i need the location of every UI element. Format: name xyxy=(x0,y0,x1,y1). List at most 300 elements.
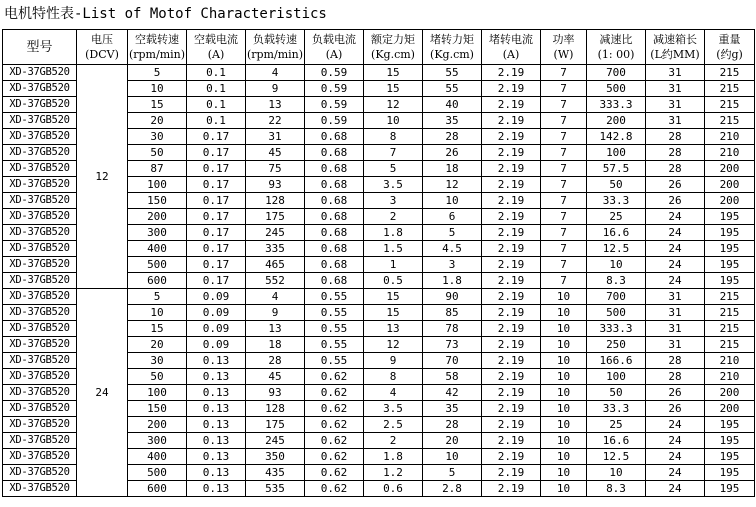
value-cell: 0.09 xyxy=(187,305,246,321)
value-cell: 7 xyxy=(541,225,587,241)
value-cell: 50 xyxy=(587,385,646,401)
value-cell: 0.1 xyxy=(187,81,246,97)
value-cell: 465 xyxy=(246,257,305,273)
value-cell: 210 xyxy=(705,145,755,161)
model-cell: XD-37GB520 xyxy=(3,193,77,209)
value-cell: 245 xyxy=(246,433,305,449)
value-cell: 0.62 xyxy=(305,401,364,417)
value-cell: 24 xyxy=(646,257,705,273)
value-cell: 24 xyxy=(646,481,705,497)
value-cell: 0.13 xyxy=(187,465,246,481)
value-cell: 58 xyxy=(423,369,482,385)
value-cell: 2.19 xyxy=(482,353,541,369)
value-cell: 93 xyxy=(246,385,305,401)
value-cell: 31 xyxy=(646,113,705,129)
value-cell: 500 xyxy=(587,81,646,97)
value-cell: 75 xyxy=(246,161,305,177)
value-cell: 200 xyxy=(705,193,755,209)
value-cell: 1.5 xyxy=(364,241,423,257)
value-cell: 215 xyxy=(705,337,755,353)
value-cell: 7 xyxy=(541,177,587,193)
model-cell: XD-37GB520 xyxy=(3,257,77,273)
value-cell: 0.09 xyxy=(187,289,246,305)
value-cell: 0.5 xyxy=(364,273,423,289)
model-cell: XD-37GB520 xyxy=(3,449,77,465)
value-cell: 30 xyxy=(128,353,187,369)
value-cell: 150 xyxy=(128,401,187,417)
value-cell: 0.62 xyxy=(305,465,364,481)
model-cell: XD-37GB520 xyxy=(3,337,77,353)
value-cell: 12.5 xyxy=(587,449,646,465)
value-cell: 28 xyxy=(646,353,705,369)
value-cell: 10 xyxy=(541,449,587,465)
value-cell: 10 xyxy=(541,337,587,353)
value-cell: 2.19 xyxy=(482,97,541,113)
value-cell: 10 xyxy=(364,113,423,129)
value-cell: 2.19 xyxy=(482,417,541,433)
column-header-unit: (rpm/min) xyxy=(246,48,304,61)
value-cell: 195 xyxy=(705,273,755,289)
value-cell: 2.19 xyxy=(482,465,541,481)
value-cell: 18 xyxy=(423,161,482,177)
value-cell: 20 xyxy=(128,337,187,353)
value-cell: 1.8 xyxy=(364,449,423,465)
value-cell: 100 xyxy=(587,369,646,385)
value-cell: 6 xyxy=(423,209,482,225)
value-cell: 0.17 xyxy=(187,145,246,161)
value-cell: 12 xyxy=(364,337,423,353)
value-cell: 0.13 xyxy=(187,385,246,401)
model-cell: XD-37GB520 xyxy=(3,113,77,129)
model-cell: XD-37GB520 xyxy=(3,305,77,321)
value-cell: 9 xyxy=(364,353,423,369)
value-cell: 0.13 xyxy=(187,433,246,449)
value-cell: 435 xyxy=(246,465,305,481)
table-row xyxy=(3,289,755,305)
column-header xyxy=(187,30,246,65)
value-cell: 215 xyxy=(705,289,755,305)
value-cell: 2.19 xyxy=(482,241,541,257)
value-cell: 15 xyxy=(364,65,423,81)
value-cell: 100 xyxy=(587,145,646,161)
value-cell: 24 xyxy=(646,273,705,289)
value-cell: 2.19 xyxy=(482,337,541,353)
column-header-title: 电压 xyxy=(91,33,113,46)
value-cell: 2.19 xyxy=(482,369,541,385)
value-cell: 2.19 xyxy=(482,177,541,193)
value-cell: 28 xyxy=(646,161,705,177)
model-cell: XD-37GB520 xyxy=(3,209,77,225)
model-cell: XD-37GB520 xyxy=(3,369,77,385)
value-cell: 7 xyxy=(541,273,587,289)
value-cell: 0.68 xyxy=(305,209,364,225)
value-cell: 18 xyxy=(246,337,305,353)
value-cell: 2.19 xyxy=(482,225,541,241)
column-header-title: 空载电流 xyxy=(194,33,238,46)
value-cell: 7 xyxy=(541,129,587,145)
value-cell: 25 xyxy=(587,209,646,225)
value-cell: 13 xyxy=(246,97,305,113)
header-row xyxy=(3,30,755,65)
value-cell: 0.13 xyxy=(187,481,246,497)
column-header xyxy=(541,30,587,65)
value-cell: 0.09 xyxy=(187,337,246,353)
value-cell: 2.19 xyxy=(482,481,541,497)
value-cell: 10 xyxy=(541,465,587,481)
value-cell: 15 xyxy=(364,81,423,97)
column-header-unit: (rpm/min) xyxy=(128,48,186,61)
value-cell: 0.13 xyxy=(187,449,246,465)
value-cell: 0.68 xyxy=(305,129,364,145)
model-cell: XD-37GB520 xyxy=(3,129,77,145)
value-cell: 215 xyxy=(705,305,755,321)
value-cell: 16.6 xyxy=(587,433,646,449)
value-cell: 10 xyxy=(541,305,587,321)
value-cell: 0.62 xyxy=(305,385,364,401)
value-cell: 8 xyxy=(364,369,423,385)
value-cell: 57.5 xyxy=(587,161,646,177)
value-cell: 7 xyxy=(541,161,587,177)
value-cell: 70 xyxy=(423,353,482,369)
value-cell: 5 xyxy=(364,161,423,177)
value-cell: 0.59 xyxy=(305,65,364,81)
value-cell: 13 xyxy=(246,321,305,337)
value-cell: 10 xyxy=(587,465,646,481)
model-cell: XD-37GB520 xyxy=(3,417,77,433)
value-cell: 28 xyxy=(246,353,305,369)
value-cell: 210 xyxy=(705,369,755,385)
value-cell: 700 xyxy=(587,289,646,305)
value-cell: 2.19 xyxy=(482,433,541,449)
value-cell: 2.19 xyxy=(482,321,541,337)
value-cell: 0.17 xyxy=(187,161,246,177)
value-cell: 55 xyxy=(423,65,482,81)
value-cell: 8 xyxy=(364,129,423,145)
value-cell: 4 xyxy=(246,289,305,305)
value-cell: 0.55 xyxy=(305,305,364,321)
value-cell: 215 xyxy=(705,321,755,337)
value-cell: 0.13 xyxy=(187,417,246,433)
value-cell: 0.55 xyxy=(305,337,364,353)
value-cell: 45 xyxy=(246,145,305,161)
value-cell: 0.62 xyxy=(305,433,364,449)
value-cell: 28 xyxy=(646,129,705,145)
column-header-title: 减速比 xyxy=(599,33,633,46)
value-cell: 200 xyxy=(587,113,646,129)
model-cell: XD-37GB520 xyxy=(3,273,77,289)
value-cell: 10 xyxy=(541,369,587,385)
value-cell: 0.68 xyxy=(305,273,364,289)
column-header-title: 型号 xyxy=(26,39,53,55)
value-cell: 0.68 xyxy=(305,241,364,257)
column-header xyxy=(128,30,187,65)
model-cell: XD-37GB520 xyxy=(3,385,77,401)
column-header-unit: (L约MM) xyxy=(650,48,700,61)
value-cell: 0.17 xyxy=(187,225,246,241)
value-cell: 4 xyxy=(364,385,423,401)
value-cell: 195 xyxy=(705,225,755,241)
value-cell: 2.19 xyxy=(482,65,541,81)
value-cell: 2.19 xyxy=(482,193,541,209)
value-cell: 2.19 xyxy=(482,257,541,273)
model-cell: XD-37GB520 xyxy=(3,321,77,337)
value-cell: 1.8 xyxy=(364,225,423,241)
value-cell: 26 xyxy=(646,177,705,193)
value-cell: 26 xyxy=(423,145,482,161)
value-cell: 0.6 xyxy=(364,481,423,497)
value-cell: 31 xyxy=(646,97,705,113)
value-cell: 5 xyxy=(423,225,482,241)
value-cell: 175 xyxy=(246,417,305,433)
column-header xyxy=(305,30,364,65)
value-cell: 335 xyxy=(246,241,305,257)
value-cell: 333.3 xyxy=(587,97,646,113)
value-cell: 200 xyxy=(705,385,755,401)
value-cell: 15 xyxy=(364,305,423,321)
value-cell: 90 xyxy=(423,289,482,305)
value-cell: 535 xyxy=(246,481,305,497)
column-header-unit: (约g) xyxy=(716,48,743,61)
value-cell: 15 xyxy=(364,289,423,305)
value-cell: 0.17 xyxy=(187,273,246,289)
value-cell: 0.68 xyxy=(305,193,364,209)
value-cell: 100 xyxy=(128,385,187,401)
value-cell: 2 xyxy=(364,433,423,449)
value-cell: 12 xyxy=(423,177,482,193)
value-cell: 7 xyxy=(541,97,587,113)
value-cell: 2.19 xyxy=(482,289,541,305)
value-cell: 2.19 xyxy=(482,113,541,129)
value-cell: 10 xyxy=(541,433,587,449)
column-header-unit: (Kg.cm) xyxy=(371,48,415,61)
value-cell: 10 xyxy=(541,353,587,369)
value-cell: 0.55 xyxy=(305,289,364,305)
model-cell: XD-37GB520 xyxy=(3,97,77,113)
model-cell: XD-37GB520 xyxy=(3,481,77,497)
value-cell: 10 xyxy=(423,449,482,465)
value-cell: 31 xyxy=(646,81,705,97)
model-cell: XD-37GB520 xyxy=(3,353,77,369)
table-row xyxy=(3,65,755,81)
value-cell: 200 xyxy=(128,209,187,225)
value-cell: 30 xyxy=(128,129,187,145)
column-header-title: 堵转力矩 xyxy=(430,33,474,46)
column-header-title: 负载转速 xyxy=(253,33,297,46)
value-cell: 15 xyxy=(128,97,187,113)
column-header xyxy=(587,30,646,65)
value-cell: 200 xyxy=(705,161,755,177)
column-header-unit: (A) xyxy=(325,48,343,61)
motor-characteristics-table xyxy=(2,29,755,497)
value-cell: 0.1 xyxy=(187,65,246,81)
value-cell: 195 xyxy=(705,465,755,481)
value-cell: 9 xyxy=(246,81,305,97)
value-cell: 215 xyxy=(705,65,755,81)
value-cell: 700 xyxy=(587,65,646,81)
value-cell: 10 xyxy=(423,193,482,209)
column-header-title: 重量 xyxy=(718,33,741,46)
column-header xyxy=(646,30,705,65)
value-cell: 1 xyxy=(364,257,423,273)
value-cell: 24 xyxy=(646,417,705,433)
value-cell: 10 xyxy=(587,257,646,273)
value-cell: 0.13 xyxy=(187,369,246,385)
value-cell: 24 xyxy=(646,433,705,449)
value-cell: 300 xyxy=(128,225,187,241)
value-cell: 215 xyxy=(705,97,755,113)
model-cell: XD-37GB520 xyxy=(3,465,77,481)
column-header-unit: (A) xyxy=(207,48,225,61)
value-cell: 10 xyxy=(128,305,187,321)
column-header-title: 堵转电流 xyxy=(489,33,533,46)
value-cell: 0.17 xyxy=(187,209,246,225)
value-cell: 200 xyxy=(705,401,755,417)
value-cell: 35 xyxy=(423,401,482,417)
column-header-unit: (W) xyxy=(553,48,574,61)
value-cell: 2.19 xyxy=(482,145,541,161)
value-cell: 2.19 xyxy=(482,305,541,321)
value-cell: 0.68 xyxy=(305,161,364,177)
value-cell: 0.68 xyxy=(305,225,364,241)
value-cell: 93 xyxy=(246,177,305,193)
value-cell: 7 xyxy=(541,193,587,209)
value-cell: 0.13 xyxy=(187,401,246,417)
value-cell: 10 xyxy=(128,81,187,97)
column-header xyxy=(364,30,423,65)
column-header-unit: (1: 00) xyxy=(597,48,635,61)
value-cell: 26 xyxy=(646,193,705,209)
column-header xyxy=(423,30,482,65)
value-cell: 2.19 xyxy=(482,385,541,401)
value-cell: 0.62 xyxy=(305,369,364,385)
column-header-title: 功率 xyxy=(552,33,575,46)
value-cell: 35 xyxy=(423,113,482,129)
value-cell: 333.3 xyxy=(587,321,646,337)
value-cell: 128 xyxy=(246,193,305,209)
value-cell: 31 xyxy=(646,65,705,81)
value-cell: 150 xyxy=(128,193,187,209)
value-cell: 0.17 xyxy=(187,241,246,257)
value-cell: 250 xyxy=(587,337,646,353)
value-cell: 7 xyxy=(541,65,587,81)
value-cell: 195 xyxy=(705,241,755,257)
value-cell: 215 xyxy=(705,81,755,97)
value-cell: 7 xyxy=(541,145,587,161)
value-cell: 245 xyxy=(246,225,305,241)
value-cell: 3.5 xyxy=(364,401,423,417)
value-cell: 210 xyxy=(705,129,755,145)
value-cell: 85 xyxy=(423,305,482,321)
value-cell: 3 xyxy=(423,257,482,273)
value-cell: 3.5 xyxy=(364,177,423,193)
value-cell: 0.68 xyxy=(305,145,364,161)
value-cell: 25 xyxy=(587,417,646,433)
value-cell: 128 xyxy=(246,401,305,417)
column-header-unit: (A) xyxy=(502,48,520,61)
value-cell: 31 xyxy=(646,305,705,321)
value-cell: 0.68 xyxy=(305,257,364,273)
value-cell: 195 xyxy=(705,417,755,433)
value-cell: 7 xyxy=(364,145,423,161)
value-cell: 10 xyxy=(541,289,587,305)
model-cell: XD-37GB520 xyxy=(3,145,77,161)
model-cell: XD-37GB520 xyxy=(3,177,77,193)
value-cell: 7 xyxy=(541,81,587,97)
model-cell: XD-37GB520 xyxy=(3,65,77,81)
value-cell: 210 xyxy=(705,353,755,369)
value-cell: 28 xyxy=(646,145,705,161)
value-cell: 16.6 xyxy=(587,225,646,241)
value-cell: 0.59 xyxy=(305,97,364,113)
value-cell: 2 xyxy=(364,209,423,225)
voltage-cell: 12 xyxy=(77,65,128,289)
value-cell: 7 xyxy=(541,257,587,273)
column-header-title: 额定力矩 xyxy=(371,33,415,46)
value-cell: 22 xyxy=(246,113,305,129)
value-cell: 4 xyxy=(246,65,305,81)
value-cell: 0.62 xyxy=(305,417,364,433)
column-header-title: 减速箱长 xyxy=(653,33,697,46)
value-cell: 8.3 xyxy=(587,481,646,497)
model-cell: XD-37GB520 xyxy=(3,433,77,449)
value-cell: 2.19 xyxy=(482,81,541,97)
value-cell: 166.6 xyxy=(587,353,646,369)
value-cell: 0.68 xyxy=(305,177,364,193)
value-cell: 45 xyxy=(246,369,305,385)
value-cell: 3 xyxy=(364,193,423,209)
value-cell: 0.17 xyxy=(187,177,246,193)
value-cell: 0.62 xyxy=(305,449,364,465)
value-cell: 0.09 xyxy=(187,321,246,337)
value-cell: 500 xyxy=(128,465,187,481)
value-cell: 0.55 xyxy=(305,321,364,337)
value-cell: 500 xyxy=(128,257,187,273)
value-cell: 10 xyxy=(541,417,587,433)
value-cell: 175 xyxy=(246,209,305,225)
value-cell: 1.8 xyxy=(423,273,482,289)
value-cell: 4.5 xyxy=(423,241,482,257)
value-cell: 31 xyxy=(246,129,305,145)
value-cell: 0.17 xyxy=(187,193,246,209)
page-title: 电机特性表-List of Motof Characteristics xyxy=(4,6,327,22)
value-cell: 10 xyxy=(541,385,587,401)
value-cell: 26 xyxy=(646,385,705,401)
model-cell: XD-37GB520 xyxy=(3,401,77,417)
value-cell: 0.17 xyxy=(187,257,246,273)
value-cell: 142.8 xyxy=(587,129,646,145)
value-cell: 78 xyxy=(423,321,482,337)
model-cell: XD-37GB520 xyxy=(3,225,77,241)
value-cell: 195 xyxy=(705,449,755,465)
value-cell: 2.5 xyxy=(364,417,423,433)
value-cell: 0.1 xyxy=(187,97,246,113)
value-cell: 2.19 xyxy=(482,209,541,225)
value-cell: 10 xyxy=(541,401,587,417)
value-cell: 28 xyxy=(646,369,705,385)
value-cell: 10 xyxy=(541,481,587,497)
value-cell: 33.3 xyxy=(587,193,646,209)
model-cell: XD-37GB520 xyxy=(3,161,77,177)
value-cell: 400 xyxy=(128,241,187,257)
value-cell: 2.19 xyxy=(482,273,541,289)
value-cell: 215 xyxy=(705,113,755,129)
value-cell: 40 xyxy=(423,97,482,113)
value-cell: 9 xyxy=(246,305,305,321)
value-cell: 300 xyxy=(128,433,187,449)
value-cell: 1.2 xyxy=(364,465,423,481)
value-cell: 31 xyxy=(646,289,705,305)
value-cell: 100 xyxy=(128,177,187,193)
